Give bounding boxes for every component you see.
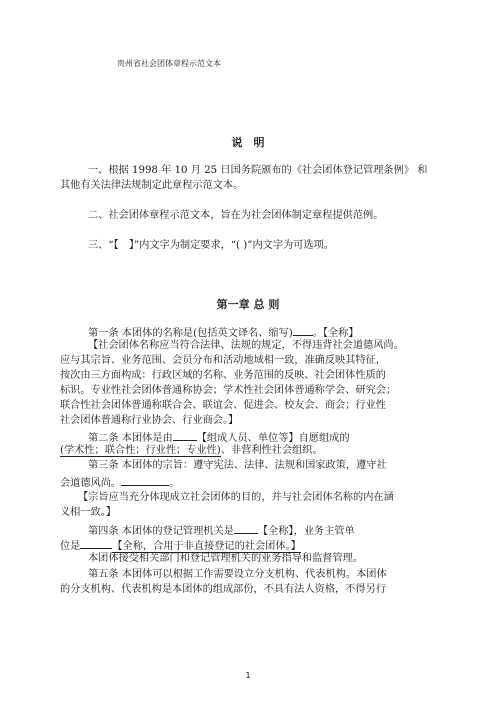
article-4-note: 【全称，合用于非直接登记的社会团体。】 — [112, 541, 301, 552]
paragraph-line: 一、根据 1998 年 10 月 25 日国务院颁布的《社会团体登记管理条例》 和 — [88, 165, 428, 176]
blank-underline — [80, 537, 112, 549]
paragraph-line: 三、“【 】”内文字为制定要求，“( )”内文字为可选项。 — [88, 240, 334, 251]
page-number: 1 — [245, 671, 251, 680]
blank-underline — [293, 324, 313, 336]
blank-underline — [234, 522, 258, 534]
paragraph-line: 【社会团体名称应当符合法律、法规的规定，不得违背社会道德风尚。 — [88, 340, 404, 351]
article-3-text: 会道德风尚。 — [60, 478, 122, 489]
paragraph-line: 社会团体普通称行业协会、行业商会。】 — [60, 415, 239, 426]
article-4-text: 第四条 本团体的登记管理机关是 — [88, 526, 234, 537]
article-2-continuation — [60, 444, 323, 458]
paragraph-line: 的分支机构、代表机构是本团体的组成部份，不具有法人资格，不得另行 — [60, 584, 386, 595]
article-2-text: 第二条 本团体是由 — [88, 433, 173, 444]
blank-underline — [121, 474, 169, 486]
article-2-options: (学术性；联合性；行业性；专业性) — [60, 445, 221, 456]
paragraph-line: 义相一致。】 — [60, 507, 117, 518]
paragraph-line: 二、社会团体章程示范文本，旨在为社会团体制定章程提供范例。 — [88, 210, 384, 221]
article-2-ending: 、非营利性社会组织。 — [220, 445, 323, 456]
paragraph-line: 其他有关法律法规制定此章程示范文本。 — [60, 180, 244, 191]
paragraph-line: 按次由三方面构成：行政区域的名称、业务范围的反映、社会团体性质的 — [60, 370, 386, 381]
blank-underline — [173, 429, 197, 441]
paragraph-line: 标识。专业性社会团体普通称协会；学术性社会团体普通称学会、研究会； — [60, 385, 397, 396]
article-1-suffix: 。【全称】 — [312, 328, 359, 339]
article-4-text-2: 位是 — [60, 541, 81, 552]
article-2-suffix: 【组成人员、单位等】自愿组成的 — [196, 433, 350, 444]
article-4-suffix: 【全称】，业务主管单 — [257, 526, 355, 537]
article-3-continuation — [60, 474, 179, 491]
document-title: 说 明 — [231, 136, 265, 149]
document-header: 贵州省社会团体章程示范文本 — [117, 59, 221, 68]
article-1-text: 第一条 本团体的名称是(包括英文译名、缩写) — [88, 328, 293, 339]
paragraph-line: 本团体接受相关部门和登记管理机关的业务指导和监督管理。 — [88, 553, 364, 564]
paragraph-line: 【宗旨应当充分体现成立社会团体的目的，并与社会团体名称的内在涵 — [78, 492, 394, 503]
paragraph-line: 第三条 本团体的宗旨：遵守宪法、法律、法规和国家政策，遵守社 — [88, 460, 387, 471]
paragraph-line: 联合性社会团体普通称联合会、联谊会、促进会、校友会、商会；行业性 — [60, 400, 386, 411]
chapter-heading: 第一章 总 则 — [216, 298, 280, 311]
paragraph-line: 应与其宗旨、业务范围、会员分布和活动地域相一致，准确反映其特征， — [60, 355, 386, 366]
article-3-suffix: 。 — [169, 478, 180, 489]
paragraph-line: 第五条 本团体可以根据工作需要设立分支机构、代表机构。本团体 — [88, 569, 387, 580]
